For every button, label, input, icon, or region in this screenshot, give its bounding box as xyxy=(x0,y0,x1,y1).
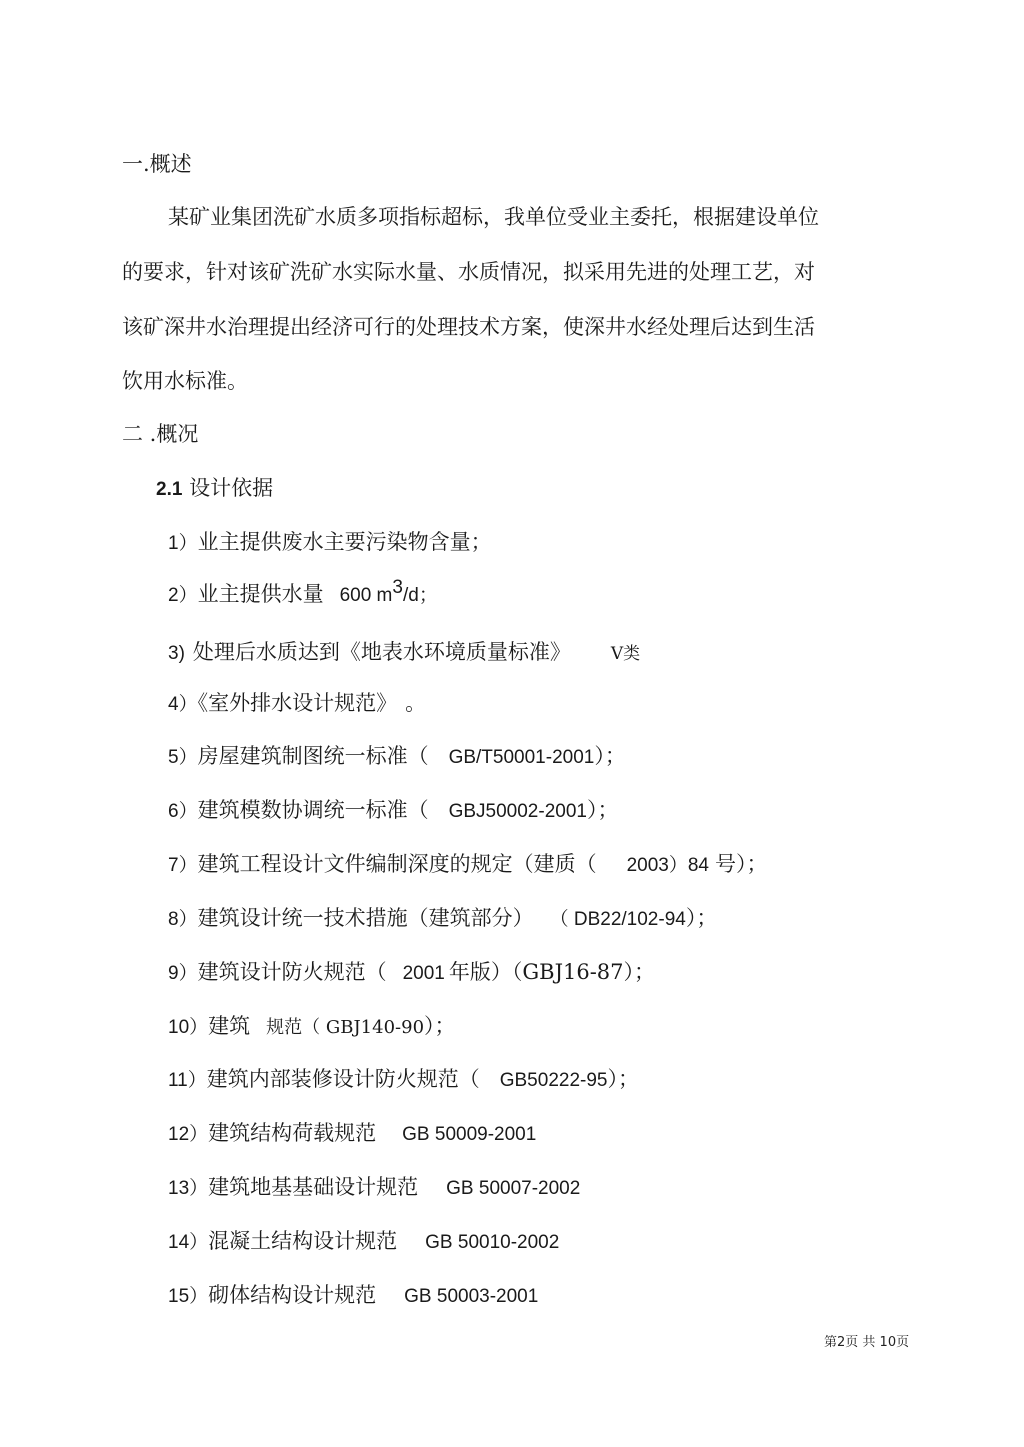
total-pages: 共 10页 xyxy=(862,1335,910,1350)
item-superscript: 3 xyxy=(392,577,403,598)
reference-item xyxy=(168,689,426,719)
item-number: 8） xyxy=(168,909,198,930)
reference-item xyxy=(168,796,618,826)
item-tail: ）； xyxy=(607,1067,639,1091)
item-text: 建筑 xyxy=(208,1014,251,1038)
page-footer xyxy=(824,1334,909,1352)
item-number: 6） xyxy=(168,801,198,822)
reference-item xyxy=(168,1281,538,1311)
reference-item xyxy=(168,1119,536,1149)
item-code: 2001 xyxy=(402,963,445,984)
item-tail: 。 xyxy=(405,691,427,715)
item-text: 业主提供水量 xyxy=(197,582,324,606)
item-number: 1） xyxy=(168,533,198,554)
item-number: 10） xyxy=(168,1017,209,1038)
item-code: 规范（ GBJ140-90 xyxy=(266,1017,425,1038)
item-code: （ DB22/102-94 xyxy=(549,909,686,930)
item-text: 处理后水质达到《地表水环境质量标准》 xyxy=(192,640,571,664)
item-tail: /d； xyxy=(402,585,438,606)
item-tail: 年版）（GBJ16-87）； xyxy=(448,960,656,984)
section-heading-situation: 二 .概况 xyxy=(122,422,199,446)
item-code: GB50222-95 xyxy=(499,1070,608,1091)
reference-item xyxy=(168,1065,639,1095)
item-code: 2003）84 xyxy=(626,855,709,876)
item-tail: ）； xyxy=(586,798,619,822)
reference-item xyxy=(168,638,640,668)
item-text: 建筑工程设计文件编制深度的规定（建质（ xyxy=(197,852,597,876)
paragraph-line: 某矿业集团洗矿水质多项指标超标，我单位受业主委托，根据建设单位 xyxy=(168,205,819,229)
item-tail: ）； xyxy=(594,744,626,768)
reference-item xyxy=(168,958,655,988)
item-code: GB 50007-2002 xyxy=(446,1178,581,1199)
item-text: 建筑内部装修设计防火规范（ xyxy=(206,1067,480,1091)
item-text: 《室外排水设计规范》 xyxy=(197,691,398,715)
item-tail: V类 xyxy=(610,644,641,664)
reference-item xyxy=(168,1012,456,1042)
subsection-number: 2.1 xyxy=(156,479,183,500)
reference-item xyxy=(168,528,492,558)
item-text: 建筑设计防火规范（ xyxy=(197,960,387,984)
item-number: 3) xyxy=(168,643,185,664)
item-number: 13） xyxy=(168,1178,209,1199)
item-number: 11） xyxy=(168,1070,207,1091)
paragraph-line: 该矿深井水治理提出经济可行的处理技术方案，使深井水经处理后达到生活 xyxy=(122,315,815,339)
paragraph-line: 的要求，针对该矿洗矿水实际水量、水质情况，拟采用先进的处理工艺，对 xyxy=(122,260,815,284)
item-number: 15） xyxy=(168,1286,209,1307)
page-number: 第2页 xyxy=(824,1335,859,1350)
item-number: 2） xyxy=(168,585,198,606)
item-number: 12） xyxy=(168,1124,209,1145)
item-code: GBJ50002-2001 xyxy=(448,801,587,822)
subsection-title: 设计依据 xyxy=(189,476,274,500)
item-text: 混凝土结构设计规范 xyxy=(208,1229,398,1253)
item-code: GB 50009-2001 xyxy=(402,1124,537,1145)
reference-item xyxy=(168,742,626,772)
item-text: 建筑模数协调统一标准（ xyxy=(197,798,429,822)
item-code: GB/T50001-2001 xyxy=(448,747,595,768)
item-code: GB 50010-2002 xyxy=(425,1232,560,1253)
reference-item xyxy=(168,1227,559,1257)
item-number: 7） xyxy=(168,855,198,876)
reference-item xyxy=(168,850,767,880)
item-number: 14） xyxy=(168,1232,209,1253)
item-number: 4） xyxy=(168,694,198,715)
item-value: 600 m xyxy=(339,585,393,606)
section-heading-overview: 一.概述 xyxy=(122,152,192,176)
item-text: 建筑地基基础设计规范 xyxy=(208,1175,419,1199)
reference-item xyxy=(168,1173,580,1203)
item-tail: ）； xyxy=(685,906,718,930)
item-text: 建筑结构荷载规范 xyxy=(208,1121,377,1145)
item-tail: 号）； xyxy=(714,852,768,876)
subsection-heading xyxy=(156,474,273,504)
item-tail: ）； xyxy=(424,1014,456,1038)
item-text: 房屋建筑制图统一标准（ xyxy=(197,744,429,768)
reference-item xyxy=(168,904,717,934)
item-text: 业主提供废水主要污染物含量； xyxy=(197,530,492,554)
item-code: GB 50003-2001 xyxy=(404,1286,539,1307)
item-text: 建筑设计统一技术措施（建筑部分） xyxy=(197,906,534,930)
item-number: 5） xyxy=(168,747,198,768)
item-number: 9） xyxy=(168,963,198,984)
paragraph-line: 饮用水标准。 xyxy=(122,369,248,393)
item-text: 砌体结构设计规范 xyxy=(208,1283,377,1307)
reference-item xyxy=(168,577,438,610)
